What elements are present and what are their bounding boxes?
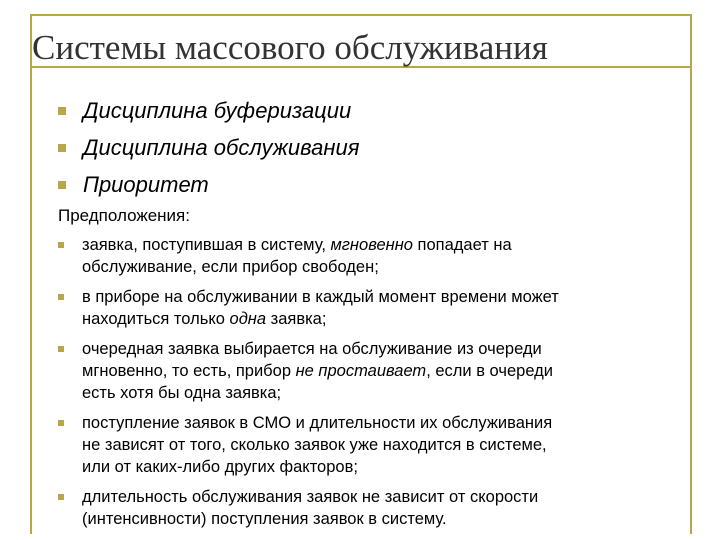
emphasis-text: мгновенно — [330, 236, 413, 254]
text-line: длительность обслуживания заявок не зависит от скорости — [82, 488, 539, 506]
square-bullet-icon — [58, 181, 66, 189]
assumption-item — [58, 286, 678, 330]
main-bullet-text: Дисциплина буферизации — [83, 97, 352, 123]
text-fragment: заявка, поступившая в систему, — [82, 236, 331, 254]
main-bullet-item — [58, 92, 359, 129]
text-fragment: заявка; — [266, 310, 327, 328]
text-fragment: находиться только — [82, 310, 230, 328]
text-line: не зависят от того, сколько заявок уже находится в системе, — [82, 436, 547, 454]
square-bullet-icon — [58, 294, 64, 300]
assumptions-list — [58, 234, 678, 538]
emphasis-text: одна — [229, 310, 267, 328]
square-bullet-icon — [58, 494, 64, 500]
assumption-item — [58, 338, 678, 404]
text-line: (интенсивности) поступления заявок в систему. — [82, 510, 447, 528]
main-bullet-text: Дисциплина обслуживания — [83, 134, 360, 160]
text-line: обслуживание, если прибор свободен; — [82, 258, 379, 276]
text-line: поступление заявок в СМО и длительности их обслуживания — [82, 414, 553, 432]
assumption-text — [82, 338, 553, 404]
assumption-text — [82, 286, 559, 330]
main-bullet-item — [58, 166, 359, 203]
assumptions-heading: Предположения: — [58, 206, 190, 225]
square-bullet-icon — [58, 144, 66, 152]
square-bullet-icon — [58, 420, 64, 426]
assumption-item — [58, 486, 678, 530]
square-bullet-icon — [58, 346, 64, 352]
main-bullet-list — [58, 92, 359, 203]
text-line: в приборе на обслуживании в каждый момент времени может — [82, 288, 559, 306]
assumption-item — [58, 234, 678, 278]
main-bullet-text: Приоритет — [83, 171, 209, 197]
assumption-text — [82, 412, 552, 478]
square-bullet-icon — [58, 242, 64, 248]
assumption-text — [82, 486, 538, 530]
text-line: есть хотя бы одна заявка; — [82, 384, 282, 402]
text-fragment: мгновенно, то есть, прибор — [82, 362, 296, 380]
text-fragment: , если в очереди — [426, 362, 553, 380]
slide-title: Системы массового обслуживания — [32, 28, 548, 67]
text-line: или от каких-либо других факторов; — [82, 458, 358, 476]
emphasis-text: не простаивает — [295, 362, 427, 380]
main-bullet-item — [58, 129, 359, 166]
text-line: очередная заявка выбирается на обслуживание из очереди — [82, 340, 542, 358]
square-bullet-icon — [58, 107, 66, 115]
assumption-item — [58, 412, 678, 478]
text-fragment: попадает на — [412, 236, 512, 254]
assumption-text — [82, 234, 512, 278]
